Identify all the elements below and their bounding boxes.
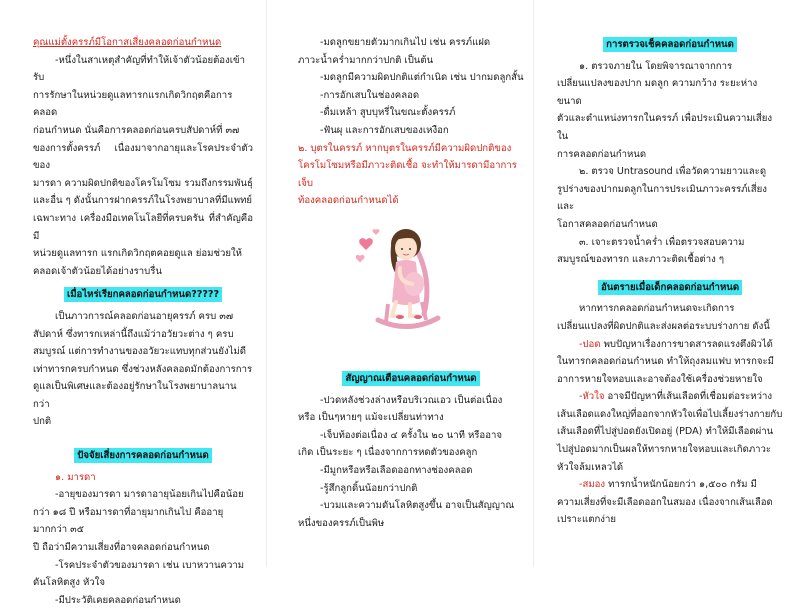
lung-line: ในทารกคลอดก่อนกำหนด ทำให้ถุงลมแฟบ ทารกจะมี: [557, 356, 774, 368]
factor-list: [33, 486, 253, 609]
heart-line: หัวใจล้มเหลวได้: [557, 461, 624, 473]
cause-item: -ดื่มเหล้า สูบบุหรี่ในขณะตั้งครรภ์: [320, 107, 456, 119]
factor-item: กว่า ๑๘ ปี หรือมารดาที่อายุมากเกินไป คืออายุมากกว่า ๓๕: [33, 506, 224, 536]
factor-item: -อายุของมารดา มารดาอายุน้อยเกินไปคือน้อย: [55, 489, 244, 501]
fetus-note: [298, 140, 524, 210]
factor-item: -มีประวัติเคยคลอดก่อนกำหนด: [55, 594, 181, 606]
when-line: สัปดาห์ ซึ่งทารกเหล่านี้ถึงแม้ว่าอวัยวะต่าง ๆ ครบ: [33, 328, 234, 340]
fetus-line: ท้องคลอดก่อนกำหนดได้: [298, 195, 399, 207]
brain-line: เปราะแตกง่าย: [557, 514, 616, 526]
lung-line: อาการหายใจหอบและอาจต้องใช้เครื่องช่วยหายใจ: [557, 373, 763, 385]
risk-line: ของการตั้งครรภ์ เนื่องมาจากอายุและโรคประจำตัวของ: [33, 142, 253, 172]
brain-label: -สมอง: [579, 479, 606, 491]
cause-item: -การอักเสบในช่องคลอด: [320, 89, 420, 101]
cause-item: -มดลูกมีความผิดปกติแต่กำเนิด เช่น ปากมดลูกสั้น: [320, 72, 524, 84]
fetus-line: โครโมโซมหรือมีภาวะติดเชื้อ จะทำให้มารดามีอาการเจ็บ: [298, 160, 517, 189]
sign-item: -รู้สึกลูกดิ้นน้อยกว่าปกติ: [320, 482, 418, 494]
heart-line: [557, 388, 783, 406]
when-line: สมบูรณ์ แต่การทำงานของอวัยวะแทบทุกส่วนยังไม่ดี: [33, 346, 247, 358]
factor-heading: ปัจจัยเสี่ยงการคลอดก่อนกำหนด: [74, 448, 211, 463]
check-line: ๑. ตรวจภายใน โดยพิจารณาจากการ: [579, 60, 733, 72]
when-line: ปกติ: [33, 416, 52, 428]
risk-line: มารดา ความผิดปกติของโครโมโซม รวมถึงกรรมพันธุ์: [33, 177, 253, 189]
brain-line: ความเสี่ยงที่จะมีเลือดออกในสมอง เนื่องจากเส้นเลือด: [557, 496, 773, 508]
check-paragraph: [557, 58, 783, 269]
check-line: รูปร่างของปากมดลูกในการประเมินภาวะครรภ์เสี่ยงและ: [557, 183, 767, 213]
pregnant-woman-rocking-chair-icon: [356, 222, 448, 332]
when-heading: เมื่อไหร่เรียกคลอดก่อนกำหนด?????: [64, 287, 222, 302]
lung-label: -ปอด: [579, 338, 601, 350]
lung-text: พบปัญหาเรื่องการขาดสารลดแรงตึงผิวได้: [600, 338, 773, 350]
sign-item: -ปวดหลังช่วงล่างหรือบริเวณเอว เป็นต่อเนื่อง: [320, 394, 503, 406]
check-line: ตัวและตำแหน่งทารกในครรภ์ เพื่อประเมินความเสี่ยงใน: [557, 113, 773, 142]
sign-item: -บวมและความดันโลหิตสูงขึ้น อาจเป็นสัญญาณ: [320, 500, 515, 512]
when-line: ดูแลเป็นพิเศษและต้องอยู่รักษาในโรงพยาบาลนานกว่า: [33, 381, 237, 410]
danger-intro-line: หากทารกคลอดก่อนกำหนดจะเกิดการ: [579, 303, 735, 315]
factor-heading-wrap: [33, 447, 253, 465]
sign-item: -มีมูกหรือหรือเลือดออกทางช่องคลอด: [320, 464, 473, 476]
fold-line-right: [533, 0, 534, 567]
risk-line: เฉพาะทาง เครื่องมือเทคโนโลยีที่ครบครัน ที่สำคัญคือมี: [33, 212, 253, 242]
check-heading: การตรวจเช็คคลอดก่อนกำหนด: [603, 37, 737, 52]
check-heading-wrap: [557, 36, 783, 54]
signs-list: [298, 392, 524, 533]
risk-line: การรักษาในหน่วยดูแลทารกแรกเกิดวิกฤตคือการคลอด: [33, 89, 233, 119]
risk-line: -หนึ่งในสาเหตุสำคัญที่ทำให้เจ้าตัวน้อยต้องเข้ารับ: [33, 54, 245, 84]
column-left: [33, 34, 253, 609]
fold-line-left: [266, 0, 267, 567]
danger-intro-line: เปลี่ยนแปลงที่ผิดปกติและส่งผลต่อระบบร่างกาย ดังนี้: [557, 320, 770, 332]
heart-line: เส้นเลือดที่ไปสู่ปอดยังเปิดอยู่ (PDA) ทำให้มีเลือดผ่าน: [557, 426, 774, 438]
check-line: การคลอดก่อนกำหนด: [557, 148, 647, 160]
check-line: เปลี่ยนแปลงของปาก มดลูก ความกว้าง ระยะห่าง ขนาด: [557, 78, 758, 107]
column-right: [557, 34, 783, 529]
heart-text: อาจมีปัญหาที่เส้นเลือดที่เชื่อมต่อระหว่าง: [604, 391, 773, 403]
factor-item: -โรคประจำตัวของมารดา เช่น เบาหวานความ: [55, 559, 245, 571]
cause-item: ภาวะน้ำคร่ำมากกว่าปกติ เป็นต้น: [298, 54, 434, 66]
danger-heading: อันตรายเมื่อเด็กคลอดก่อนกำหนด: [598, 280, 742, 295]
when-line: เป็นภาวการณ์คลอดก่อนอายุครรภ์ ครบ ๓๗: [55, 310, 234, 322]
check-line: ๒. ตรวจ Untrasound เพื่อวัดความยาวและดู: [579, 166, 767, 178]
heart-line: เส้นเลือดแดงใหญ่ที่ออกจากหัวใจเพื่อไปเลี้ยงร่างกายกับ: [557, 408, 783, 420]
brain-text: ทารกน้ำหนักน้อยกว่า ๑,๕๐๐ กรัม มี: [605, 479, 757, 491]
heart-line: ไปสู่ปอดมากเป็นผลให้ทารกหายใจหอบและเกิดภาวะ: [557, 444, 772, 456]
risk-line: และอื่น ๆ ดังนั้นการฝากครรภ์ในโรงพยาบาลที่มีแพทย์: [33, 195, 253, 207]
danger-heading-wrap: [557, 279, 783, 297]
check-line: สมบูรณ์ของทารก และภาวะติดเชื้อต่าง ๆ: [557, 254, 725, 266]
sign-item: เกิด เป็นระยะ ๆ เนื่องจากการหดตัวของคลูก: [298, 447, 478, 459]
when-heading-wrap: [33, 286, 253, 304]
cause-item: -มดลูกขยายตัวมากเกินไป เช่น ครรภ์แฝด: [320, 37, 491, 48]
cause-list: [298, 34, 524, 140]
factor-item: ดันโลหิตสูง หัวใจ: [33, 577, 105, 589]
factor-item: ปี ถือว่ามีความเสี่ยงที่อาจคลอดก่อนกำหนด: [33, 542, 210, 554]
heart-label: -หัวใจ: [579, 391, 605, 403]
check-line: ๓. เจาะตรวจน้ำคร่ำ เพื่อตรวจสอบความ: [579, 236, 745, 248]
danger-paragraph: [557, 300, 783, 529]
lung-line: [557, 336, 783, 354]
when-line: เท่าทารกครบกำหนด ซึ่งช่วงหลังคลอดมักต้องการการ: [33, 363, 253, 375]
brain-line: [557, 476, 783, 494]
sign-item: -เจ็บท้องต่อเนื่อง ๔ ครั้งใน ๒๐ นาที หรืออาจ: [320, 429, 502, 441]
cause-item: -ฟันผุ และการอักเสบของเหงือก: [320, 124, 449, 136]
risk-paragraph: [33, 52, 253, 281]
factor-subheading: ๑. มารดา: [55, 471, 96, 483]
sign-item: หรือ เป็นๆหายๆ แม้จะเปลี่ยนท่าทาง: [298, 412, 444, 424]
signs-heading: สัญญาณเตือนคลอดก่อนกำหนด: [342, 371, 479, 386]
risk-line: หน่วยดูแลทารก แรกเกิดวิกฤตคอยดูแล ย่อมช่วยให้: [33, 248, 242, 260]
check-line: โอกาสคลอดก่อนกำหนด: [557, 218, 658, 230]
risk-line: ก่อนกำหนด นั่นคือการคลอดก่อนครบสัปดาห์ที่ ๓๗: [33, 124, 240, 136]
when-paragraph: [33, 308, 253, 431]
sign-item: หนึ่งของครรภ์เป็นพิษ: [298, 517, 385, 529]
fetus-line: ๒. บุตรในครรภ์ หากบุตรในครรภ์มีความผิดปกติของ: [298, 142, 512, 154]
signs-heading-wrap: [298, 370, 524, 388]
risk-heading: คุณแม่ตั้งครรภ์มีโอกาสเสี่ยงคลอดก่อนกำหนด: [33, 37, 222, 48]
risk-line: คลอดเจ้าตัวน้อยได้อย่างราบรื่น: [33, 265, 162, 277]
